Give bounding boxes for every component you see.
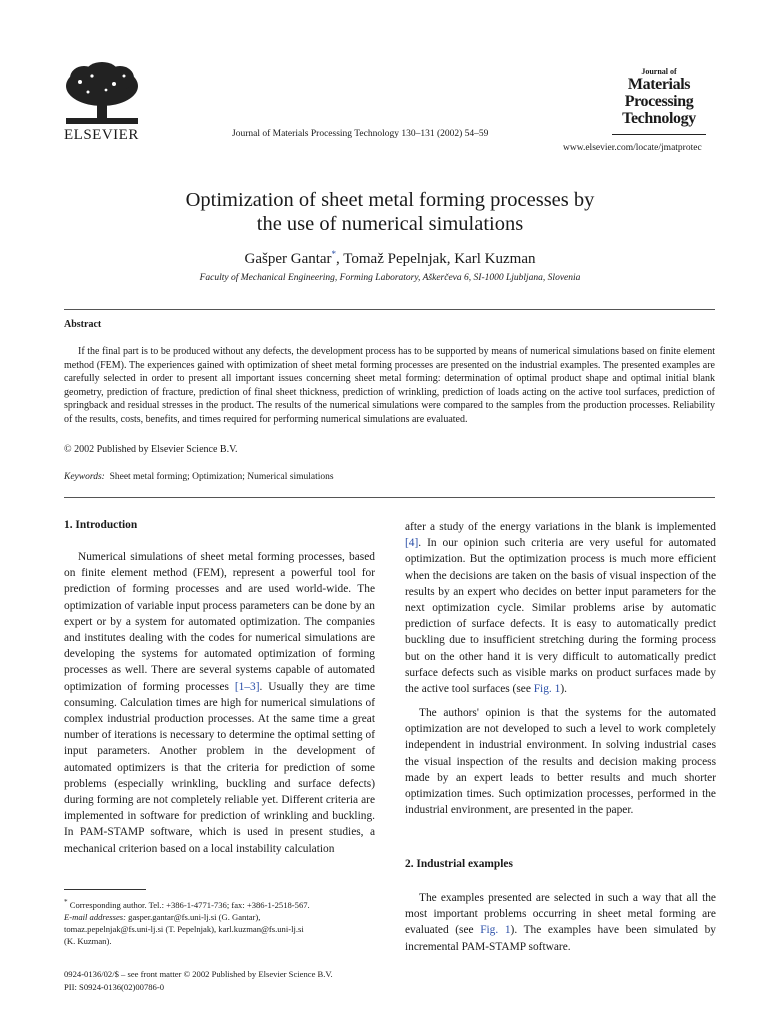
pii-line: PII: S0924-0136(02)00786-0 bbox=[64, 981, 165, 992]
abstract-divider bbox=[64, 497, 715, 498]
intro-paragraph-1-cont bbox=[405, 519, 716, 697]
corresponding-author-mark[interactable]: * bbox=[331, 249, 337, 259]
footnote-line-3[interactable]: tomaz.pepelnjak@fs.uni-lj.si (T. Pepelnjak), karl.kuzman@fs.uni-lj.si bbox=[64, 924, 304, 935]
publisher-name: ELSEVIER bbox=[64, 127, 139, 143]
fig-1-link-2[interactable]: Fig. 1 bbox=[480, 924, 511, 937]
ref-link-1-3[interactable]: [1–3] bbox=[234, 680, 260, 693]
footnote-email-label: E-mail addresses: bbox=[64, 912, 126, 923]
top-divider bbox=[64, 309, 715, 310]
author-others: , Tomaž Pepelnjak, Karl Kuzman bbox=[336, 251, 536, 267]
footnote-line-4: (K. Kuzman). bbox=[64, 936, 112, 947]
affiliation: Faculty of Mechanical Engineering, Forming Laboratory, Aškerčeva 6, SI-1000 Ljubljana, Slovenia bbox=[199, 273, 581, 283]
journal-logo bbox=[612, 68, 706, 127]
fig-1-link[interactable]: Fig. 1 bbox=[533, 683, 561, 696]
intro-p1c-text-a: after a study of the energy variations in the blank is implemented bbox=[405, 521, 716, 533]
section-2-paragraph-1 bbox=[405, 890, 716, 955]
ref-link-4[interactable]: [4] bbox=[405, 537, 419, 550]
footnote-contact: Corresponding author. Tel.: +386-1-4771-736; fax: +386-1-2518-567. bbox=[69, 899, 310, 910]
title-line-1: Optimization of sheet metal forming processes by bbox=[185, 189, 595, 211]
footnote-email-1[interactable]: gasper.gantar@fs.uni-lj.si (G. Gantar), bbox=[128, 912, 261, 923]
journal-citation: Journal of Materials Processing Technology 130–131 (2002) 54–59 bbox=[232, 129, 489, 139]
sec2-p1-text-a: The examples presented are selected in such a way that all the most important problems occurring in sheet metal forming are evaluated (see bbox=[405, 892, 716, 937]
article-title bbox=[64, 188, 716, 236]
issn-line: 0924-0136/02/$ – see front matter © 2002 Published by Elsevier Science B.V. bbox=[64, 969, 333, 979]
footnote-mark: * bbox=[64, 898, 68, 906]
journal-logo-line3: Technology bbox=[622, 110, 696, 127]
title-line-2: the use of numerical simulations bbox=[256, 213, 524, 235]
journal-logo-divider bbox=[612, 134, 706, 135]
footnote-line-1 bbox=[64, 896, 376, 911]
journal-logo-line2: Processing bbox=[624, 93, 694, 110]
intro-p1-text-a: Numerical simulations of sheet metal forming processes, based on finite element method (FEM), represent a powerful tool for prediction of forming processes and are used world-wide. The optimization of variable input process parameters can be done by an expert or by a system for automated optimization. The companies and institutes dealing with the codes for numerical simulations are developing the systems for automated optimization of forming processes as well. There are several systems capable of automated optimization of forming processes bbox=[64, 551, 375, 693]
intro-paragraph-2: The authors' opinion is that the systems for the automated optimization are not developed to such a level to work completely independent in industrial environment. In solving industrial cases the visual inspection of the results and decision making process made by an expert leads to better results and much shorter optimization times. Such optimization processes, performed in the industrial environment, are presented in the paper. bbox=[405, 707, 716, 817]
abstract-text: If the final part is to be produced without any defects, the development process has to be supported by means of numerical simulations based on finite element method (FEM). The experiences gained with optimization of sheet metal forming processes are presented on the industrial examples. The presented examples are carefully selected in order to present all important issues concerning sheet metal forming: determination of optimal product shape and optimal initial blank geometry, prediction of fracture, prediction of final sheet thickness, prediction of wrinkling, prediction of loads acting on the active tool surfaces, prediction of springback and residual stresses in the product. The results of the numerical simulations were compared to the samples from the production processes. Reliability of the results, costs, benefits, and times required for performing numerical simulations are evaluated. bbox=[64, 346, 715, 425]
footnote-line-2 bbox=[64, 911, 376, 923]
intro-p1-text-b: . Usually they are time consuming. Calculation times are high for numerical simulations of complex industrial production processes. At the same time a great number of iterations is necessary to determine the optimal setting of input parameters. Another problem in the development of automated optimizers is that the criteria for prediction of some problems (especially wrinkling, buckling and surface defects) during forming are not completely reliable yet. Different criteria are implemented in software for prediction of wrinkling and buckling. In PAM-STAMP software, which is used in present studies, a mechanical criterion based on a local instability calculation bbox=[64, 680, 375, 855]
sec2-p1-text-b: ). The examples have been simulated by incremental PAM-STAMP software. bbox=[405, 924, 716, 953]
journal-logo-of: Journal of bbox=[641, 67, 677, 76]
journal-logo-line1: Materials bbox=[627, 76, 691, 93]
keywords-list: Sheet metal forming; Optimization; Numerical simulations bbox=[109, 472, 334, 482]
journal-url[interactable]: www.elsevier.com/locate/jmatprotec bbox=[563, 143, 702, 153]
bottom-info bbox=[64, 968, 333, 993]
keywords-label: Keywords: bbox=[64, 472, 105, 482]
intro-paragraph-1 bbox=[64, 549, 375, 857]
section-1-heading: 1. Introduction bbox=[64, 519, 138, 531]
elsevier-tree-logo bbox=[62, 62, 142, 128]
author-primary: Gašper Gantar bbox=[244, 251, 332, 267]
footnote-rule bbox=[64, 889, 146, 890]
keywords-line bbox=[64, 472, 334, 482]
intro-p1c-text-b: . In our opinion such criteria are very useful for automated optimization. But the optimization process is much more efficient when the decisions are taken on the basis of visual inspection of the results by an expert who decides on better input parameters for the next optimization cycle. Similar problems arise by automatic prediction of surface defects. It is easy to automatically predict buckling due to insufficient stretching during the forming process but on the other hand it is very difficult to automatically predict surface defects such as visible marks on product surfaces made by the active tool surfaces (see bbox=[405, 537, 716, 696]
abstract-copyright: © 2002 Published by Elsevier Science B.V. bbox=[64, 444, 238, 455]
section-2-heading: 2. Industrial examples bbox=[405, 858, 513, 870]
author-list bbox=[64, 249, 716, 268]
abstract-heading: Abstract bbox=[64, 319, 102, 330]
intro-p1c-text-c: ). bbox=[560, 683, 567, 696]
footnote bbox=[64, 896, 376, 948]
